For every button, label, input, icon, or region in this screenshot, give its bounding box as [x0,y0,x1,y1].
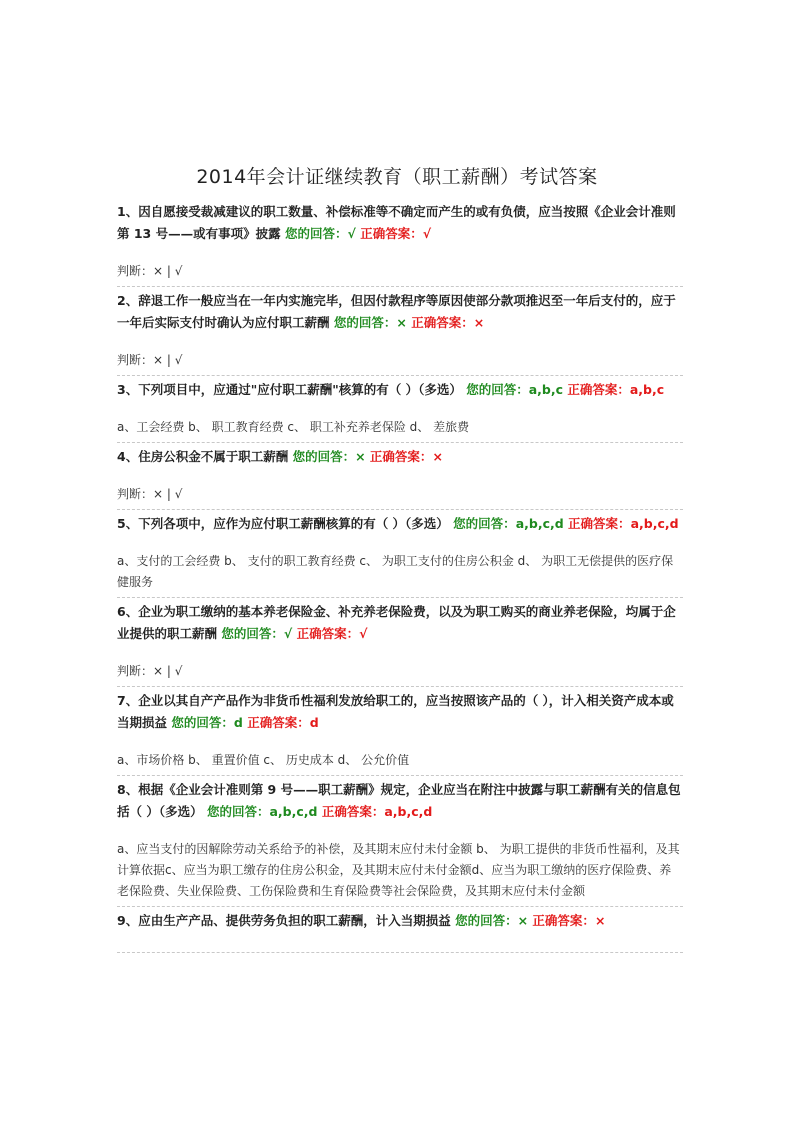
correct-answer-label: 正确答案： [360,226,423,241]
correct-answer: × [473,315,485,330]
question-item [117,443,683,510]
answer-options: a、应当支付的因解除劳动关系给予的补偿，及其期末应付未付金额 b、 为职工提供的非货币性福利，及其计算依据c、应当为职工缴存的住房公积金，及其期末应付未付金额d、应当为职工缴纳的医疗保险费、养老保险费、失业保险费、工伤保险费和生育保险费等社会保险费，及其期末应付未付金额 [117,842,680,898]
your-answer-label: 您的回答： [455,913,518,928]
answer-options: a、市场价格 b、 重置价值 c、 历史成本 d、 公允价值 [117,753,410,767]
correct-answer: a,b,c,d [384,804,433,819]
question-text [117,598,683,645]
answer-options: a、支付的工会经费 b、 支付的职工教育经费 c、 为职工支付的住房公积金 d、 为职工无偿提供的医疗保健服务 [117,554,674,589]
correct-answer: a,b,c,d [630,516,679,531]
answer-options: 判断：× | √ [117,664,183,678]
answer-options: 判断：× | √ [117,264,183,278]
your-answer: a,b,c,d [515,516,564,531]
question-text [117,687,683,734]
question-item [117,376,683,443]
correct-answer: d [309,715,319,730]
question-stem: 9、应由生产产品、提供劳务负担的职工薪酬，计入当期损益 [117,913,451,928]
correct-answer-label: 正确答案： [296,626,360,641]
correct-answer-label: 正确答案： [247,715,310,730]
your-answer-label: 您的回答： [333,315,397,330]
your-answer: × [355,449,366,464]
question-item [117,776,683,907]
question-text [117,907,683,932]
correct-answer-label: 正确答案： [321,804,385,819]
your-answer: × [517,913,529,928]
question-stem: 2、辞退工作一般应当在一年内实施完毕，但因付款程序等原因使部分款项推迟至一年后支付的，应于一年后实际支付时确认为应付职工薪酬 [117,293,676,330]
question-item [117,687,683,776]
page-title: 2014年会计证继续教育（职工薪酬）考试答案 [196,166,598,188]
your-answer-label: 您的回答： [284,226,348,241]
correct-answer-label: 正确答案： [567,382,630,397]
question-stem: 6、企业为职工缴纳的基本养老保险金、补充养老保险费，以及为职工购买的商业养老保险，均属于企业提供的职工薪酬 [117,604,676,641]
your-answer: × [396,315,407,330]
your-answer: a,b,c [528,382,563,397]
correct-answer: × [594,913,606,928]
your-answer-label: 您的回答： [466,382,529,397]
question-stem: 3、下列项目中，应通过"应付职工薪酬"核算的有（ ）（多选） [117,382,462,397]
correct-answer: √ [422,226,432,241]
correct-answer-label: 正确答案： [369,449,433,464]
correct-answer: × [432,449,443,464]
correct-answer: a,b,c [629,382,665,397]
question-stem: 7、企业以其自产产品作为非货币性福利发放给职工的，应当按照该产品的（ ），计入相关资产成本或当期损益 [117,693,674,730]
your-answer: d [233,715,243,730]
question-text [117,510,683,535]
answer-options: 判断：× | √ [117,487,183,501]
question-stem: 5、下列各项中，应作为应付职工薪酬核算的有（ ）（多选） [117,516,449,531]
question-item [117,287,683,376]
question-stem: 1、因自愿接受裁减建议的职工数量、补偿标准等不确定而产生的或有负债，应当按照《企业会计准则第 13 号——或有事项》披露 [117,204,676,241]
your-answer: a,b,c,d [269,804,318,819]
your-answer-label: 您的回答： [292,449,356,464]
question-item [117,510,683,598]
question-text [117,776,683,823]
question-item [117,907,683,953]
correct-answer-label: 正确答案： [532,913,595,928]
correct-answer: √ [359,626,368,641]
correct-answer-label: 正确答案： [411,315,474,330]
your-answer-label: 您的回答： [206,804,270,819]
your-answer: √ [283,626,293,641]
answer-options: 判断：× | √ [117,353,183,367]
question-text [117,198,683,245]
question-list [117,198,683,953]
question-text [117,443,683,468]
question-item [117,598,683,687]
answer-options [117,932,683,952]
question-text [117,287,683,334]
your-answer: √ [347,226,356,241]
your-answer-label: 您的回答： [171,715,234,730]
your-answer-label: 您的回答： [221,626,284,641]
correct-answer-label: 正确答案： [568,516,631,531]
your-answer-label: 您的回答： [453,516,516,531]
answer-options: a、工会经费 b、 职工教育经费 c、 职工补充养老保险 d、 差旅费 [117,420,470,434]
question-stem: 4、住房公积金不属于职工薪酬 [117,449,289,464]
question-item [117,198,683,287]
question-stem: 8、根据《企业会计准则第 9 号——职工薪酬》规定，企业应当在附注中披露与职工薪酬有关的信息包括（ ）（多选） [117,782,681,819]
question-text [117,376,683,401]
